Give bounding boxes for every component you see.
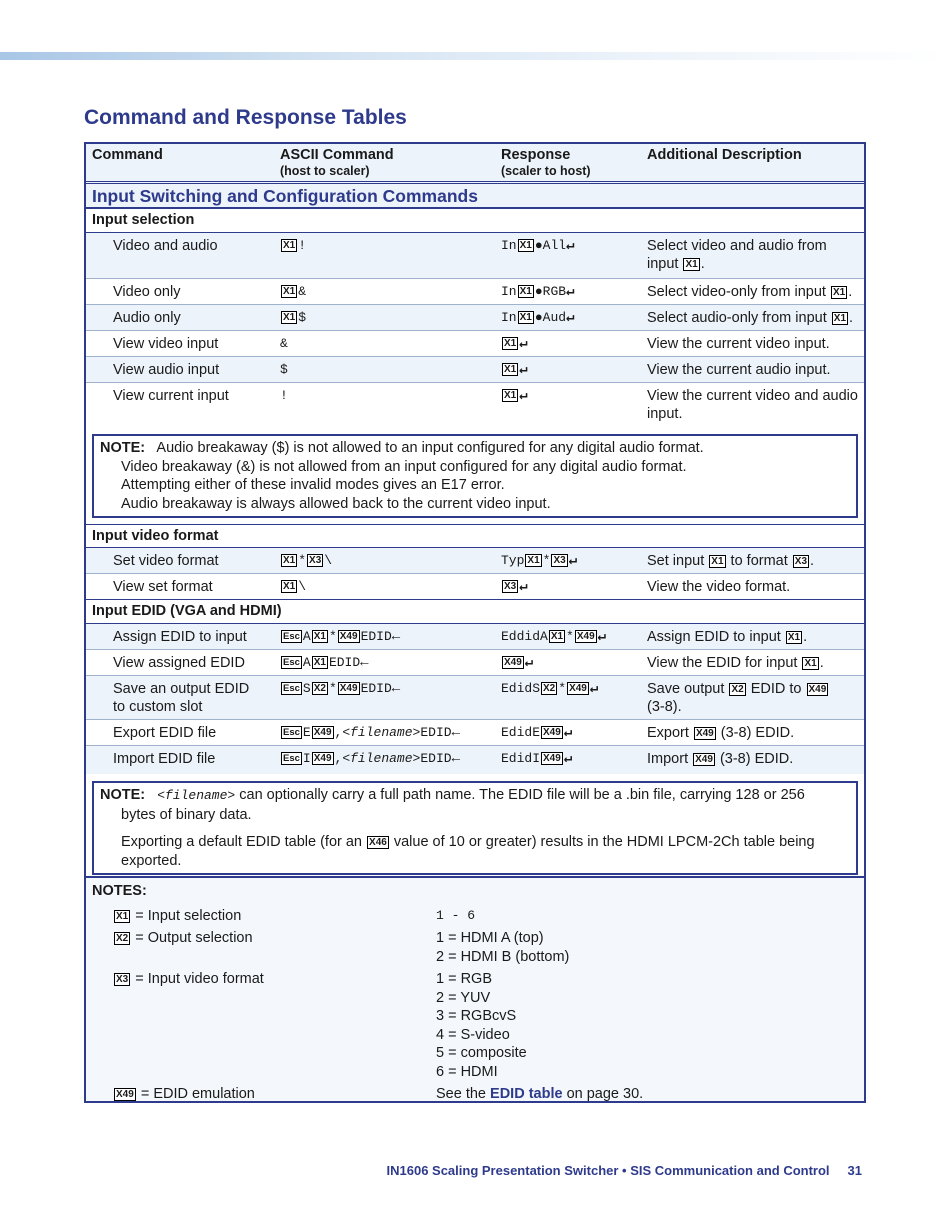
group-input-edid: Input EDID (VGA and HDMI): [86, 600, 864, 624]
header-command: Command: [92, 147, 163, 163]
header-description: Additional Description: [647, 147, 802, 163]
table-row: View audio input $ X1 ↵ View the current audio input.: [86, 357, 864, 383]
header-ascii: ASCII Command (host to scaler): [280, 147, 394, 178]
table-row: Audio only X1 $ In X1 ●Aud↵ Select audio-only from input X1 .: [86, 305, 864, 331]
table-row: View assigned EDID Esc A X1 EDID← X49 ↵ View the EDID for input X1 .: [86, 650, 864, 676]
legend-x49: X49 = EDID emulation See the EDID table on page 30.: [116, 1086, 644, 1102]
table-row: Video and audio X1 ! In X1 ●All↵ Select video and audio from input X1 .: [86, 233, 864, 279]
table-row: Assign EDID to input Esc A X1 * X49 EDID← EddidA X1 * X49 ↵ Assign EDID to input X1 .: [86, 624, 864, 650]
note-edid-file: NOTE: <filename> can optionally carry a full path name. The EDID file will be a .bin file, carrying 128 or 256 bytes of binary data. Exporting a default EDID table (for an X46 value of 10 or greater) results in the HDMI LPCM-2Ch table being exported.: [92, 781, 858, 875]
edid-table-link[interactable]: EDID table: [490, 1086, 563, 1102]
header-response: Response (scaler to host): [501, 147, 591, 178]
table-row: View set format X1 \ X3 ↵ View the video format.: [86, 574, 864, 600]
page-footer: IN1606 Scaling Presentation Switcher • SIS Communication and Control 31: [386, 1163, 862, 1178]
note-breakaway: NOTE: Audio breakaway ($) is not allowed to an input configured for any digital audio format. Video breakaway (&) is not allowed from an input configured for any digital audio format. Attempting either of these invalid modes gives an E17 error. Audio breakaway is always allowed back to the current video input.: [92, 434, 858, 518]
section-title: Input Switching and Configuration Commands: [86, 184, 864, 209]
table-row: Export EDID file Esc E X49 ,<filename>EDID← EdidE X49 ↵ Export X49 (3-8) EDID.: [86, 720, 864, 746]
page-title: Command and Response Tables: [84, 106, 407, 129]
table-row: Set video format X1 * X3 \ Typ X1 * X3 ↵ Set input X1 to format X3 .: [86, 548, 864, 574]
page-number: 31: [847, 1163, 862, 1178]
table-row: Import EDID file Esc I X49 ,<filename>EDID← EdidI X49 ↵ Import X49 (3-8) EDID.: [86, 746, 864, 774]
legend-x2: X2 = Output selection 1 = HDMI A (top) 2 = HDMI B (bottom): [116, 930, 570, 965]
table-row: Save an output EDID to custom slot Esc S X2 * X49 EDID← EdidS X2 * X49 ↵ Save output X2 EDID to X49 (3-8).: [86, 676, 864, 720]
command-table: [84, 142, 866, 883]
header-gradient-bar: [0, 52, 950, 60]
group-input-video-format: Input video format: [86, 524, 864, 548]
notes-legend: NOTES: X1 = Input selection 1 - 6 X2 = Output selection 1 = HDMI A (top) 2 = HDMI B (bottom) X3 = Input video format 1 = RGB 2 = YUV 3 = RGBcvS 4 = S-video 5 = composite 6 = HDMI X49 = EDID emulation See the EDID table on page 30.: [84, 876, 866, 1103]
table-header: [86, 144, 864, 184]
table-row: Video only X1 & In X1 ●RGB↵ Select video-only from input X1 .: [86, 279, 864, 305]
table-row: View video input & X1 ↵ View the current video input.: [86, 331, 864, 357]
legend-x3: X3 = Input video format 1 = RGB 2 = YUV 3 = RGBcvS 4 = S-video 5 = composite 6 = HDMI: [116, 971, 527, 1080]
table-row: View current input ! X1 ↵ View the current video and audio input.: [113, 388, 858, 422]
legend-x1: X1 = Input selection 1 - 6: [116, 907, 476, 924]
group-input-selection: Input selection: [86, 209, 864, 233]
